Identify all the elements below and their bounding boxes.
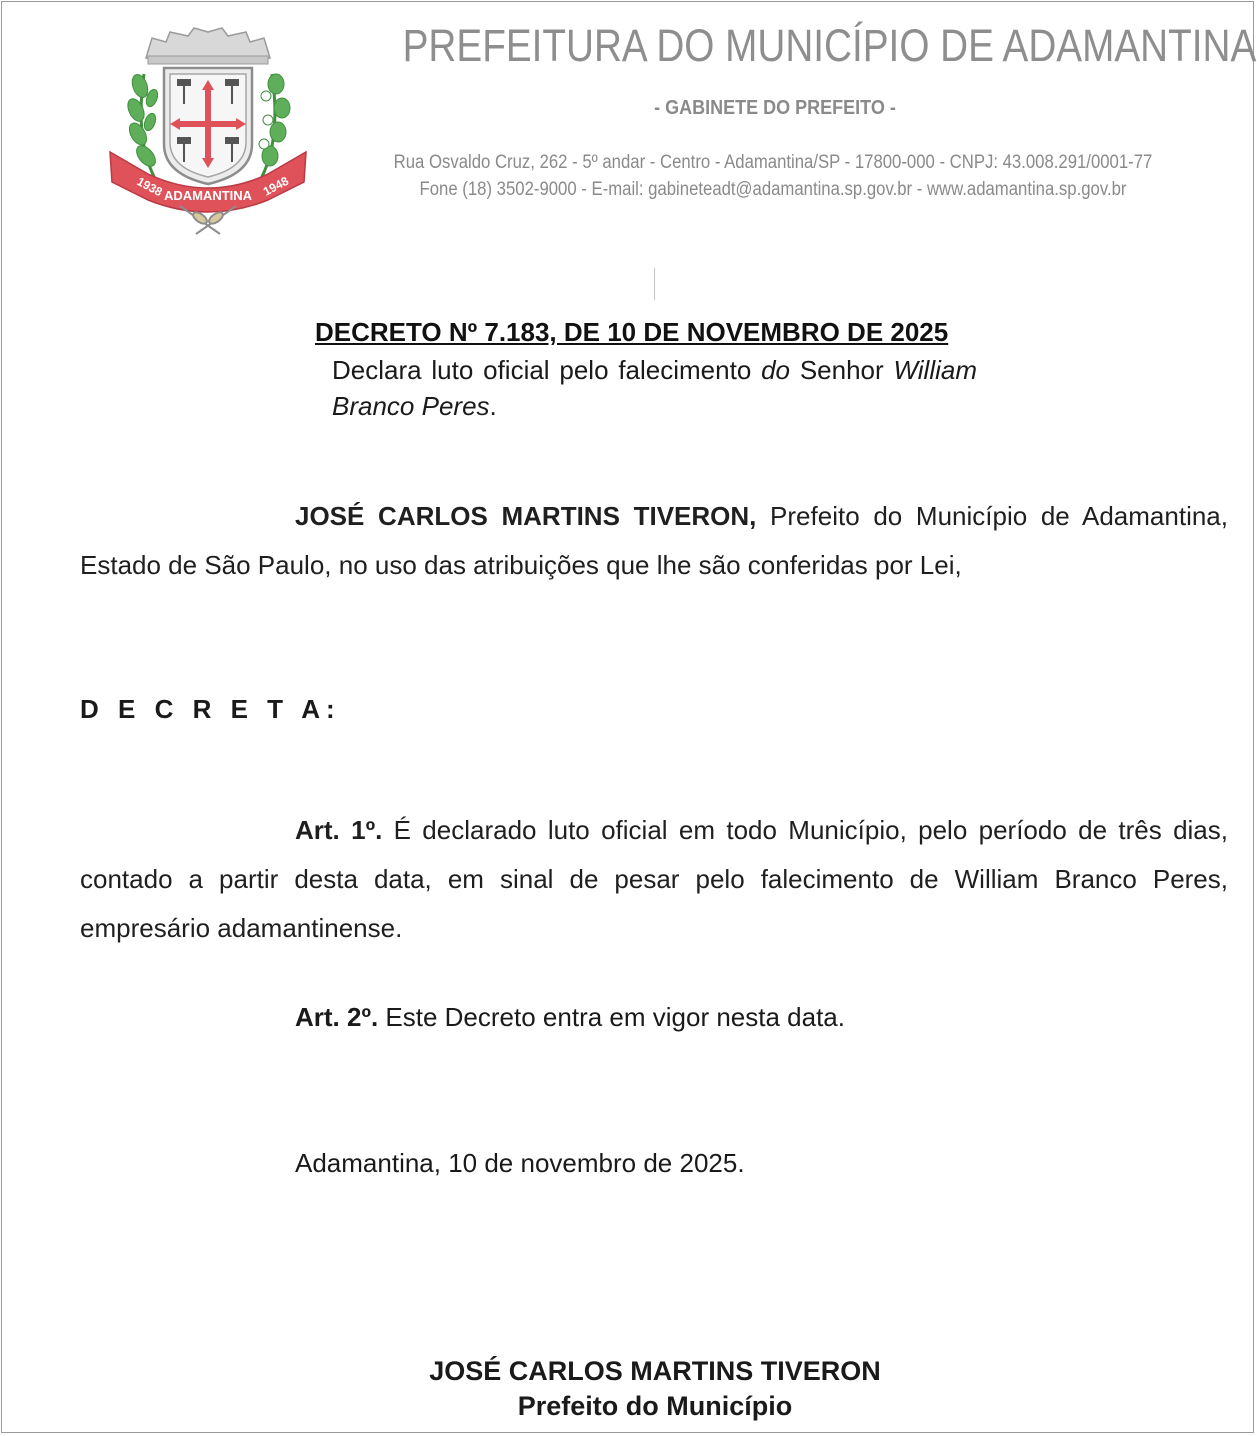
- ementa-person-name: William Branco Peres: [332, 355, 977, 421]
- ementa-text-senhor: Senhor: [790, 355, 894, 385]
- ementa-text: Declara luto oficial pelo falecimento: [332, 355, 762, 385]
- article-2-label: Art. 2º.: [295, 1002, 379, 1032]
- decreta-heading: D E C R E T A:: [80, 694, 341, 724]
- decree-ementa: [332, 352, 977, 424]
- article-1-text: É declarado luto oficial em todo Município, pelo período de três dias, contado a partir desta data, em sinal de pesar pelo falecimento de William Branco Peres, empresário adamantinense.: [80, 815, 1228, 943]
- signature-name: JOSÉ CARLOS MARTINS TIVERON: [429, 1356, 881, 1386]
- mayor-name: JOSÉ CARLOS MARTINS TIVERON,: [295, 501, 757, 531]
- article-2: [295, 1002, 845, 1033]
- ribbon-year-right: 1948: [260, 173, 291, 199]
- ementa-period: .: [489, 391, 497, 421]
- header-contact: Fone (18) 3502-9000 - E-mail: gabineteadt@adamantina.sp.gov.br - www.adamantina.sp.gov.br: [419, 179, 1127, 200]
- coat-of-arms-icon: [108, 24, 308, 236]
- preamble-text: Prefeito do Município de Adamantina, Estado de São Paulo, no uso das atribuições que lhe são conferidas por Lei,: [80, 501, 1228, 580]
- header-title: PREFEITURA DO MUNICÍPIO DE ADAMANTINA: [402, 20, 1257, 71]
- article-1: [80, 806, 1228, 953]
- place-date: Adamantina, 10 de novembro de 2025.: [295, 1148, 745, 1178]
- signature-role: Prefeito do Município: [517, 1391, 793, 1421]
- decree-title: DECRETO Nº 7.183, DE 10 DE NOVEMBRO DE 2025: [315, 317, 949, 347]
- header-address: Rua Osvaldo Cruz, 262 - 5º andar - Centro - Adamantina/SP - 17800-000 - CNPJ: 43.008.291/0001-77: [393, 152, 1153, 173]
- header-subtitle: - GABINETE DO PREFEITO -: [654, 97, 896, 119]
- preamble-paragraph: [80, 492, 1228, 590]
- text-cursor: [654, 268, 655, 300]
- article-2-text: Este Decreto entra em vigor nesta data.: [378, 1002, 845, 1032]
- ribbon-year-left: 1938: [134, 174, 165, 200]
- ribbon-name: ADAMANTINA: [163, 188, 253, 203]
- article-1-label: Art. 1º.: [295, 815, 383, 845]
- document-page: [1, 1, 1257, 1433]
- ementa-italic-do: do: [761, 355, 791, 385]
